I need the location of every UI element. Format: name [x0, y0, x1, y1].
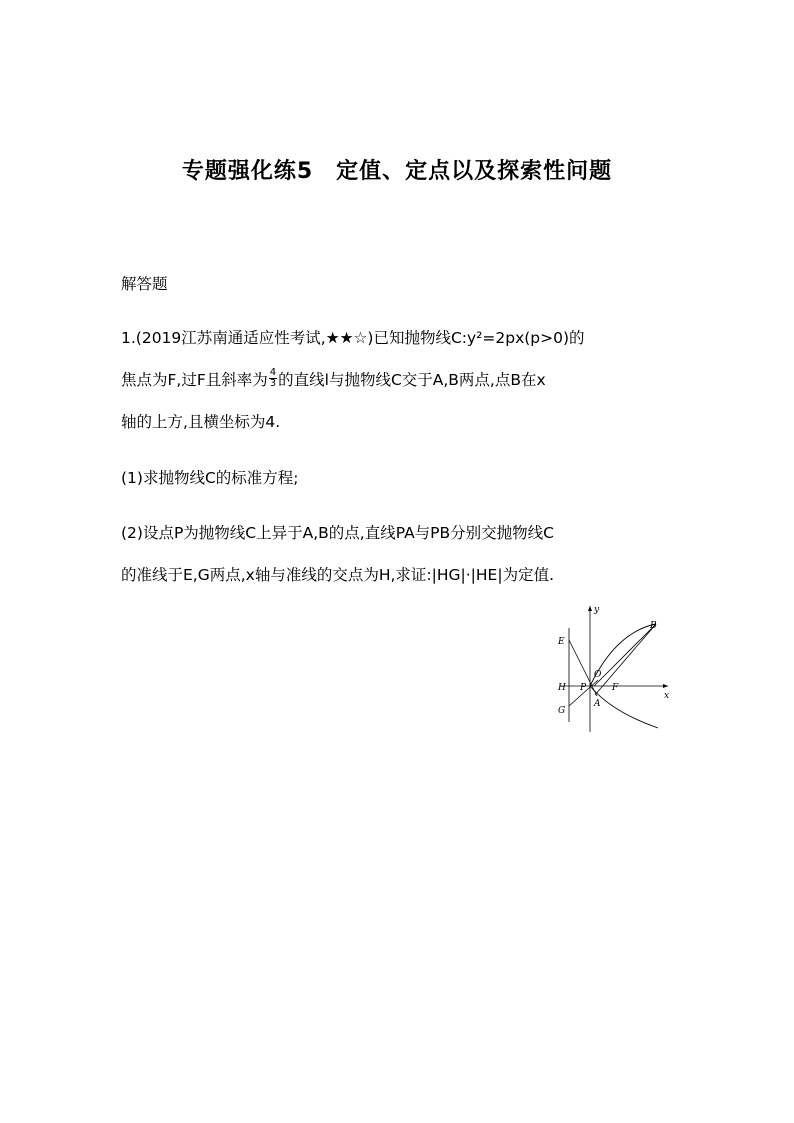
- label-a: A: [594, 699, 601, 709]
- slope-fraction: [269, 368, 277, 389]
- slope-denominator: 3: [269, 378, 277, 389]
- label-x: x: [664, 691, 670, 701]
- label-o: O: [594, 670, 602, 680]
- problem-line-1: 1.(2019江苏南通适应性考试,★★☆)已知抛物线C:y²=2px(p>0)的: [121, 329, 585, 347]
- part-1: (1)求抛物线C的标准方程;: [121, 469, 299, 487]
- x-axis-arrow: [663, 684, 668, 688]
- part-2-line-1: (2)设点P为抛物线C上异于A,B的点,直线PA与PB分别交抛物线C: [121, 524, 554, 542]
- section-heading: 解答题: [121, 275, 168, 293]
- label-f: F: [612, 683, 619, 693]
- label-e: E: [558, 637, 565, 647]
- label-b: B: [650, 621, 657, 631]
- slope-numerator: 4: [269, 367, 277, 378]
- label-g: G: [558, 706, 566, 716]
- problem-line-2-post: 的直线l与抛物线C交于A,B两点,点B在x: [278, 371, 546, 389]
- label-h: H: [558, 683, 566, 693]
- parabola-figure: [552, 600, 682, 735]
- page-title: 专题强化练5 定值、定点以及探索性问题: [181, 159, 613, 184]
- chord-ab: [595, 624, 656, 695]
- label-y: y: [594, 605, 600, 615]
- problem-line-3: 轴的上方,且横坐标为4.: [121, 413, 281, 431]
- problem-line-2: [121, 368, 546, 391]
- part-2-line-2: 的准线于E,G两点,x轴与准线的交点为H,求证:|HG|·|HE|为定值.: [121, 566, 554, 584]
- problem-line-2-pre: 焦点为F,过F且斜率为: [121, 371, 268, 389]
- line-pb: [594, 624, 656, 686]
- y-axis-arrow: [588, 606, 592, 611]
- label-p: P: [580, 683, 587, 693]
